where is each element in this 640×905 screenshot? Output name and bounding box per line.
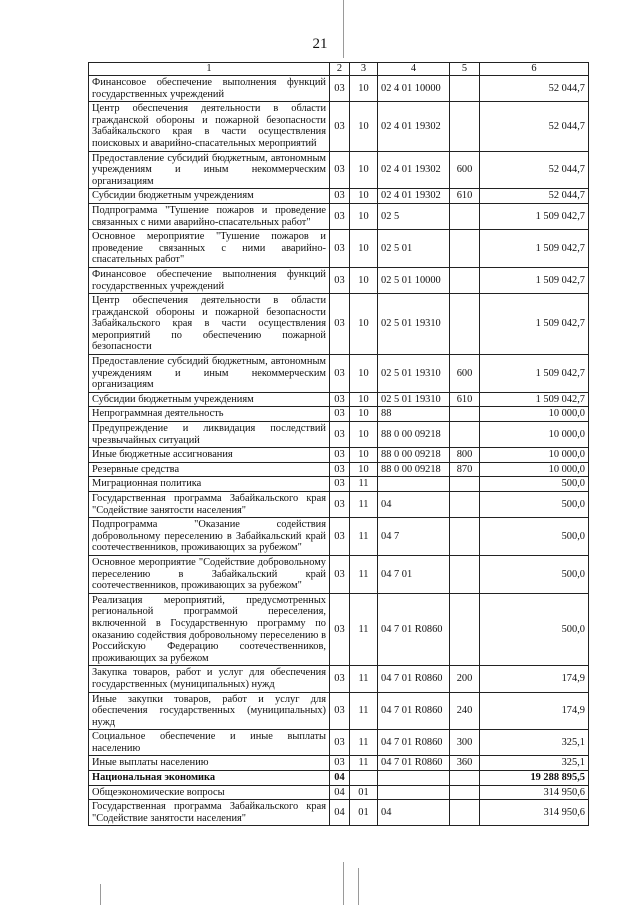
table-row [89,692,589,730]
row-target-article-cell: 04 7 01 R0860 [378,666,450,692]
row-section-cell: 03 [330,692,350,730]
row-amount-cell: 1 509 042,7 [480,203,589,229]
table-row [89,518,589,556]
header-cell: 3 [350,63,378,76]
row-name-cell: Иные закупки товаров, работ и услуг для обеспечения государственных (муниципальных) нужд [89,692,330,730]
row-subsection-cell: 10 [350,267,378,293]
row-section-cell: 03 [330,448,350,463]
table-row [89,492,589,518]
row-section-cell: 03 [330,294,350,355]
row-target-article-cell: 88 0 00 09218 [378,462,450,477]
row-subsection-cell: 10 [350,392,378,407]
row-section-cell: 03 [330,203,350,229]
row-section-cell: 04 [330,800,350,826]
row-amount-cell: 1 509 042,7 [480,267,589,293]
row-subsection-cell: 11 [350,555,378,593]
row-target-article-cell: 02 4 01 19302 [378,102,450,151]
row-name-cell: Подпрограмма "Оказание содействия добровольному переселению в Забайкальский край соотечественников, проживающих за рубежом" [89,518,330,556]
row-expense-type-cell [450,203,480,229]
row-expense-type-cell [450,492,480,518]
row-name-cell: Финансовое обеспечение выполнения функций государственных учреждений [89,76,330,102]
row-subsection-cell: 10 [350,294,378,355]
row-target-article-cell: 02 5 01 19310 [378,294,450,355]
table-row [89,203,589,229]
row-target-article-cell: 04 [378,492,450,518]
row-expense-type-cell [450,771,480,786]
row-name-cell: Миграционная политика [89,477,330,492]
row-name-cell: Центр обеспечения деятельности в области гражданской обороны и пожарной безопасности Забайкальского края в части осуществления мероприятий по обеспечению пожарной безопасности [89,294,330,355]
row-target-article-cell: 04 7 01 [378,555,450,593]
row-amount-cell: 10 000,0 [480,448,589,463]
page-number: 21 [312,36,328,52]
row-subsection-cell: 10 [350,407,378,422]
table-row [89,422,589,448]
row-expense-type-cell [450,294,480,355]
table-row [89,800,589,826]
row-target-article-cell [378,477,450,492]
row-amount-cell: 174,9 [480,692,589,730]
row-subsection-cell: 10 [350,76,378,102]
row-expense-type-cell [450,785,480,800]
row-amount-cell: 314 950,6 [480,800,589,826]
table-row [89,593,589,666]
row-amount-cell: 1 509 042,7 [480,294,589,355]
row-expense-type-cell [450,76,480,102]
row-name-cell: Предупреждение и ликвидация последствий чрезвычайных ситуаций [89,422,330,448]
row-expense-type-cell [450,230,480,268]
row-expense-type-cell: 870 [450,462,480,477]
row-section-cell: 03 [330,492,350,518]
row-name-cell: Финансовое обеспечение выполнения функций государственных учреждений [89,267,330,293]
row-name-cell: Субсидии бюджетным учреждениям [89,189,330,204]
row-section-cell: 03 [330,518,350,556]
row-subsection-cell: 10 [350,462,378,477]
row-amount-cell: 500,0 [480,555,589,593]
row-subsection-cell: 11 [350,730,378,756]
row-subsection-cell: 10 [350,102,378,151]
row-target-article-cell: 04 7 01 R0860 [378,730,450,756]
row-subsection-cell: 10 [350,230,378,268]
table-row [89,102,589,151]
row-expense-type-cell [450,422,480,448]
row-amount-cell: 52 044,7 [480,76,589,102]
row-section-cell: 03 [330,267,350,293]
table-row [89,267,589,293]
row-subsection-cell: 01 [350,785,378,800]
row-expense-type-cell: 610 [450,392,480,407]
row-amount-cell: 325,1 [480,756,589,771]
row-amount-cell: 10 000,0 [480,407,589,422]
table-row [89,448,589,463]
table-row [89,462,589,477]
header-cell: 1 [89,63,330,76]
row-target-article-cell: 04 [378,800,450,826]
row-amount-cell: 1 509 042,7 [480,230,589,268]
row-section-cell: 03 [330,477,350,492]
row-section-cell: 03 [330,355,350,393]
table-row [89,785,589,800]
row-section-cell: 03 [330,462,350,477]
row-amount-cell: 52 044,7 [480,102,589,151]
row-amount-cell: 500,0 [480,492,589,518]
table-row [89,294,589,355]
row-name-cell: Резервные средства [89,462,330,477]
row-amount-cell: 174,9 [480,666,589,692]
row-amount-cell: 10 000,0 [480,462,589,477]
row-expense-type-cell: 360 [450,756,480,771]
row-subsection-cell: 10 [350,355,378,393]
row-amount-cell: 19 288 895,5 [480,771,589,786]
row-target-article-cell: 88 0 00 09218 [378,448,450,463]
row-expense-type-cell [450,593,480,666]
row-name-cell: Основное мероприятие "Содействие добровольному переселению в Забайкальский край соотечественников, проживающих за рубежом" [89,555,330,593]
row-section-cell: 03 [330,151,350,189]
header-cell: 4 [378,63,450,76]
row-name-cell: Основное мероприятие "Тушение пожаров и проведение связанных с ними аварийно-спасательных работ" [89,230,330,268]
table-row [89,555,589,593]
row-section-cell: 03 [330,102,350,151]
table-row [89,189,589,204]
row-amount-cell: 52 044,7 [480,151,589,189]
row-expense-type-cell: 200 [450,666,480,692]
budget-table [88,62,589,826]
row-expense-type-cell: 600 [450,151,480,189]
row-target-article-cell: 02 5 01 19310 [378,355,450,393]
row-expense-type-cell [450,102,480,151]
row-expense-type-cell [450,800,480,826]
row-amount-cell: 10 000,0 [480,422,589,448]
row-amount-cell: 500,0 [480,518,589,556]
row-section-cell: 03 [330,76,350,102]
table-row [89,477,589,492]
row-target-article-cell: 02 5 01 [378,230,450,268]
row-section-cell: 03 [330,422,350,448]
header-cell: 2 [330,63,350,76]
table-row [89,392,589,407]
row-amount-cell: 52 044,7 [480,189,589,204]
row-target-article-cell: 88 0 00 09218 [378,422,450,448]
row-amount-cell: 500,0 [480,477,589,492]
scan-artifact-line [358,868,359,905]
row-name-cell: Общеэкономические вопросы [89,785,330,800]
row-target-article-cell: 88 [378,407,450,422]
row-subsection-cell: 11 [350,666,378,692]
row-subsection-cell: 11 [350,692,378,730]
row-section-cell: 03 [330,593,350,666]
row-subsection-cell: 10 [350,203,378,229]
row-amount-cell: 500,0 [480,593,589,666]
table-row [89,666,589,692]
row-subsection-cell [350,771,378,786]
table-row [89,76,589,102]
row-expense-type-cell [450,555,480,593]
row-subsection-cell: 10 [350,189,378,204]
row-section-cell: 04 [330,771,350,786]
scan-artifact-line [343,0,344,58]
row-name-cell: Подпрограмма "Тушение пожаров и проведение связанных с ними аварийно-спасательных работ" [89,203,330,229]
row-expense-type-cell [450,518,480,556]
row-target-article-cell: 02 4 01 19302 [378,189,450,204]
row-expense-type-cell: 300 [450,730,480,756]
row-section-cell: 03 [330,730,350,756]
row-name-cell: Непрограммная деятельность [89,407,330,422]
row-target-article-cell: 02 5 01 19310 [378,392,450,407]
row-section-cell: 03 [330,230,350,268]
row-name-cell: Реализация мероприятий, предусмотренных региональной программой переселения, включенной в Государственную программу по оказанию содействия добровольному переселению в Российскую Федерацию соотечественников, проживающих за рубежом [89,593,330,666]
row-section-cell: 03 [330,666,350,692]
row-name-cell: Государственная программа Забайкальского края "Содействие занятости населения" [89,800,330,826]
row-subsection-cell: 11 [350,477,378,492]
row-name-cell: Закупка товаров, работ и услуг для обеспечения государственных (муниципальных) нужд [89,666,330,692]
table-header-row [89,63,589,76]
row-subsection-cell: 11 [350,593,378,666]
header-cell: 5 [450,63,480,76]
row-expense-type-cell: 240 [450,692,480,730]
row-name-cell: Центр обеспечения деятельности в области гражданской обороны и пожарной безопасности Забайкальского края в части осуществления поисковых и аварийно-спасательных мероприятий [89,102,330,151]
header-cell: 6 [480,63,589,76]
row-section-cell: 03 [330,392,350,407]
row-amount-cell: 1 509 042,7 [480,392,589,407]
row-target-article-cell: 02 4 01 19302 [378,151,450,189]
row-target-article-cell: 04 7 01 R0860 [378,756,450,771]
row-name-cell: Национальная экономика [89,771,330,786]
row-subsection-cell: 10 [350,151,378,189]
table-row [89,355,589,393]
row-target-article-cell: 02 5 01 10000 [378,267,450,293]
row-section-cell: 03 [330,555,350,593]
row-name-cell: Иные выплаты населению [89,756,330,771]
row-amount-cell: 325,1 [480,730,589,756]
scan-artifact-line [100,884,101,905]
row-expense-type-cell [450,407,480,422]
row-section-cell: 03 [330,407,350,422]
row-name-cell: Иные бюджетные ассигнования [89,448,330,463]
row-name-cell: Предоставление субсидий бюджетным, автономным учреждениям и иным некоммерческим организациям [89,151,330,189]
row-section-cell: 03 [330,756,350,771]
row-subsection-cell: 01 [350,800,378,826]
row-name-cell: Государственная программа Забайкальского края "Содействие занятости населения" [89,492,330,518]
row-target-article-cell: 04 7 01 R0860 [378,692,450,730]
row-name-cell: Социальное обеспечение и иные выплаты населению [89,730,330,756]
row-subsection-cell: 10 [350,448,378,463]
table-row [89,756,589,771]
row-expense-type-cell [450,267,480,293]
row-target-article-cell [378,785,450,800]
row-subsection-cell: 11 [350,756,378,771]
row-subsection-cell: 11 [350,492,378,518]
row-name-cell: Предоставление субсидий бюджетным, автономным учреждениям и иным некоммерческим организациям [89,355,330,393]
row-target-article-cell: 02 4 01 10000 [378,76,450,102]
row-name-cell: Субсидии бюджетным учреждениям [89,392,330,407]
row-section-cell: 04 [330,785,350,800]
row-expense-type-cell [450,477,480,492]
row-amount-cell: 314 950,6 [480,785,589,800]
row-expense-type-cell: 800 [450,448,480,463]
row-expense-type-cell: 610 [450,189,480,204]
row-target-article-cell: 02 5 [378,203,450,229]
table-row [89,730,589,756]
row-section-cell: 03 [330,189,350,204]
scan-artifact-line [343,862,344,905]
row-subsection-cell: 10 [350,422,378,448]
row-target-article-cell: 04 7 01 R0860 [378,593,450,666]
row-expense-type-cell: 600 [450,355,480,393]
row-target-article-cell [378,771,450,786]
table-row [89,151,589,189]
row-amount-cell: 1 509 042,7 [480,355,589,393]
row-subsection-cell: 11 [350,518,378,556]
row-target-article-cell: 04 7 [378,518,450,556]
table-row [89,771,589,786]
table-row [89,407,589,422]
table-row [89,230,589,268]
